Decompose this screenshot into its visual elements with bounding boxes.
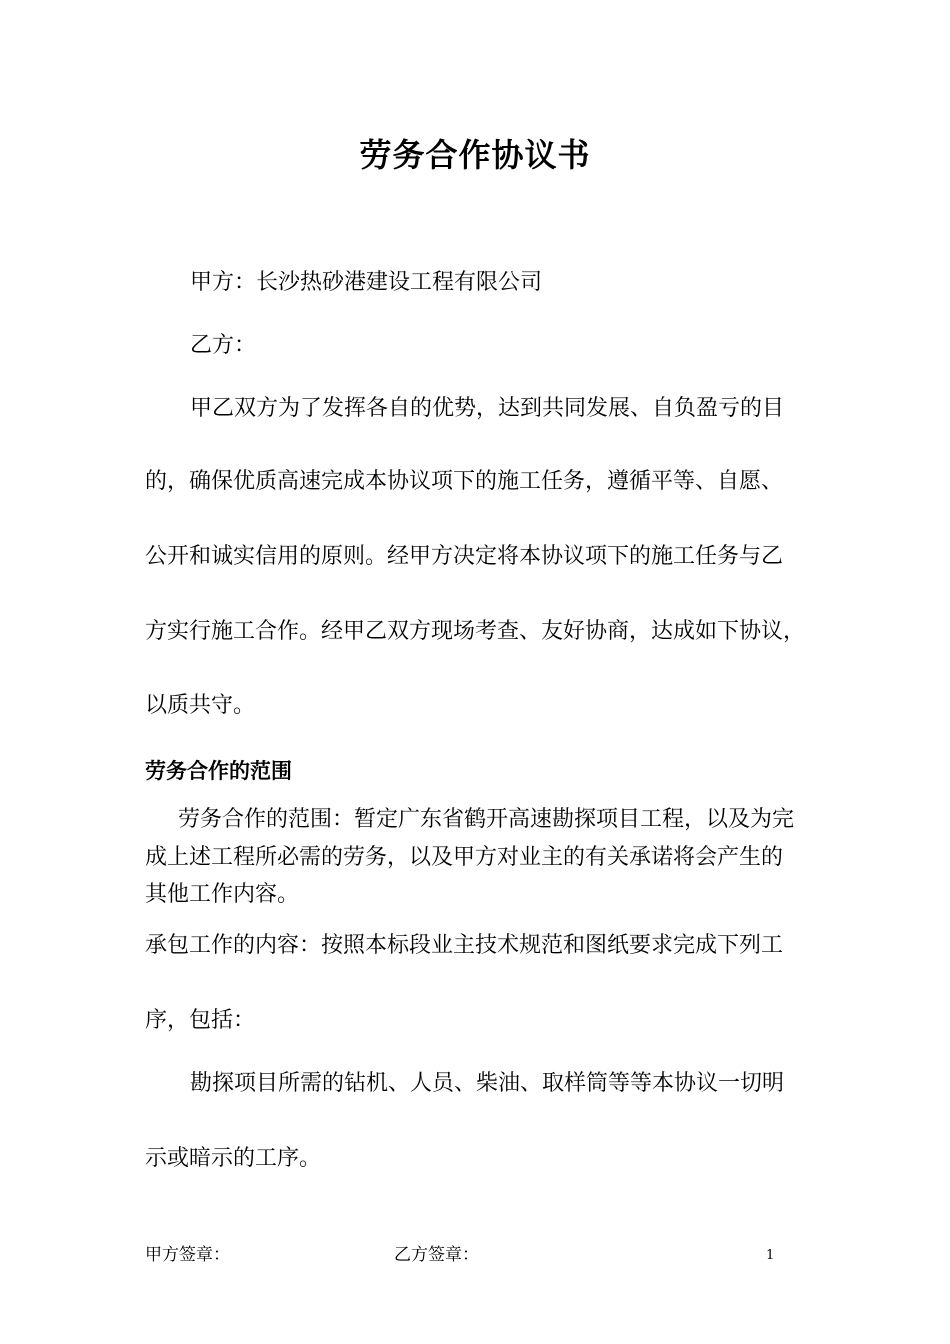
scope-line: 劳务合作的范围：暂定广东省鹤开高速勘探项目工程，以及为完 — [178, 807, 795, 832]
scope-line: 其他工作内容。 — [145, 882, 300, 907]
items-line: 勘探项目所需的钻机、人员、柴油、取样筒等等本协议一切明 — [190, 1071, 785, 1096]
party-a-signature: 甲方签章： — [145, 1245, 230, 1265]
preamble-line: 的，确保优质高速完成本协议项下的施工任务，遵循平等、自愿、 — [145, 469, 784, 494]
section-heading: 劳务合作的范围 — [145, 759, 292, 783]
preamble-line: 方实行施工合作。经甲乙双方现场考查、友好协商，达成如下协议， — [145, 619, 806, 644]
page-number: 1 — [766, 1248, 775, 1263]
content-line: 承包工作的内容：按照本标段业主技术规范和图纸要求完成下列工 — [145, 933, 784, 958]
items-line: 示或暗示的工序。 — [145, 1146, 322, 1171]
document-title: 劳务合作协议书 — [359, 136, 591, 174]
preamble-line: 公开和诚实信用的原则。经甲方决定将本协议项下的施工任务与乙 — [145, 544, 784, 569]
party-b-line: 乙方： — [190, 333, 257, 358]
preamble-line: 甲乙双方为了发挥各自的优势，达到共同发展、自负盈亏的目 — [190, 396, 785, 421]
content-line: 序，包括： — [145, 1008, 256, 1033]
party-b-signature: 乙方签章： — [394, 1245, 479, 1265]
scope-line: 成上述工程所必需的劳务，以及甲方对业主的有关承诺将会产生的 — [145, 845, 784, 870]
preamble-line: 以质共守。 — [145, 693, 256, 718]
party-a-line: 甲方：长沙热砂港建设工程有限公司 — [190, 270, 543, 295]
